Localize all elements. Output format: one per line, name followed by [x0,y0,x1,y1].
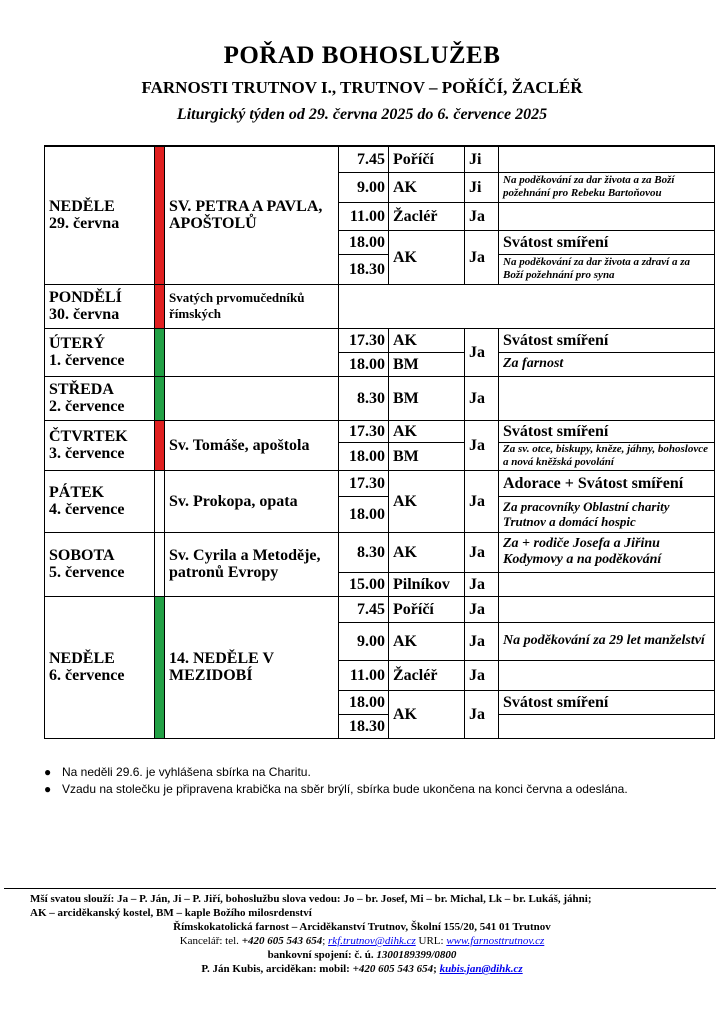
day-cell: NEDĚLE 29. června [45,146,155,284]
schedule-table [44,145,715,739]
place-cell: AK [389,230,465,284]
note-cell [499,660,715,690]
priest-cell: Ja [465,202,499,230]
time-cell: 9.00 [339,622,389,660]
bullet-icon: ● [44,782,52,796]
website-link[interactable]: www.farnosttrutnov.cz [446,935,545,947]
time-cell: 15.00 [339,572,389,596]
time-cell: 17.30 [339,328,389,352]
footer [0,892,724,976]
place-cell: AK [389,328,465,352]
place-cell: BM [389,352,465,376]
note-cell [499,202,715,230]
table-row [45,328,715,352]
table-row [45,420,715,442]
place-cell: Poříčí [389,146,465,172]
note-cell: Svátost smíření [499,328,715,352]
day-cell: STŘEDA 2. července [45,376,155,420]
time-cell: 11.00 [339,660,389,690]
priest-cell: Ji [465,172,499,202]
note-cell: Na poděkování za 29 let manželství [499,622,715,660]
day-cell: PONDĚLÍ 30. června [45,284,155,328]
place-cell: AK [389,172,465,202]
priest-cell: Ja [465,596,499,622]
week-range: Liturgický týden od 29. června 2025 do 6. července 2025 [176,106,548,123]
time-cell: 18.00 [339,352,389,376]
liturgical-color-bar [155,470,165,532]
time-cell: 17.30 [339,470,389,496]
priest-cell: Ji [465,146,499,172]
priest-email-link[interactable]: kubis.jan@dihk.cz [439,963,523,975]
place-cell: AK [389,622,465,660]
bullet-icon: ● [44,765,52,779]
time-cell: 18.00 [339,690,389,714]
note-cell: Svátost smíření [499,420,715,442]
liturgical-color-bar [155,420,165,470]
note-cell: Za sv. otce, biskupy, kněze, jáhny, bohoslovce a nová kněžská povolání [499,442,715,470]
place-cell: AK [389,532,465,572]
note-cell: Za + rodiče Josefa a Jiřinu Kodymovy a na poděkování [499,532,715,572]
priest-cell: Ja [465,690,499,738]
footer-legend-2: AK – arciděkanský kostel, BM – kaple Božího milosrdenství [30,907,312,919]
footer-bank: bankovní spojení: č. ú. 1300189399/0800 [267,949,457,961]
table-row [45,146,715,172]
feast-cell: Svatých prvomučedníků římských [165,284,339,328]
place-cell: Poříčí [389,596,465,622]
liturgical-color-bar [155,146,165,284]
note-cell: Svátost smíření [499,230,715,254]
announcements [44,764,684,798]
time-cell: 8.30 [339,532,389,572]
priest-cell: Ja [465,230,499,284]
note-cell [499,714,715,738]
footer-address: Římskokatolická farnost – Arciděkanství Trutnov, Školní 155/20, 541 01 Trutnov [173,921,551,933]
day-cell: ČTVRTEK 3. července [45,420,155,470]
time-cell: 18.00 [339,230,389,254]
place-cell: Pilníkov [389,572,465,596]
table-row [45,532,715,572]
liturgical-color-bar [155,328,165,376]
footer-divider [4,888,716,889]
note-cell: Adorace + Svátost smíření [499,470,715,496]
time-cell: 11.00 [339,202,389,230]
priest-cell: Ja [465,572,499,596]
feast-cell [165,328,339,376]
footer-priest: P. Ján Kubis, arciděkan: mobil: +420 605 543 654; kubis.jan@dihk.cz [201,963,523,975]
time-cell: 18.00 [339,496,389,532]
day-cell: SOBOTA 5. července [45,532,155,596]
time-cell: 9.00 [339,172,389,202]
place-cell: AK [389,470,465,532]
day-cell: ÚTERÝ 1. července [45,328,155,376]
list-item: ● Na neděli 29.6. je vyhlášena sbírka na Charitu. [44,765,311,779]
day-cell: PÁTEK 4. července [45,470,155,532]
time-cell: 7.45 [339,596,389,622]
time-cell: 18.00 [339,442,389,470]
place-cell: BM [389,376,465,420]
liturgical-color-bar [155,596,165,738]
office-email-link[interactable]: rkf.trutnov@dihk.cz [328,935,416,947]
empty-cell [339,284,715,328]
note-cell: Svátost smíření [499,690,715,714]
time-cell: 18.30 [339,254,389,284]
feast-cell: 14. NEDĚLE V MEZIDOBÍ [165,596,339,738]
note-cell: Na poděkování za dar života a za Boží požehnání pro Rebeku Bartoňovou [499,172,715,202]
note-cell [499,572,715,596]
liturgical-color-bar [155,532,165,596]
time-cell: 18.30 [339,714,389,738]
liturgical-color-bar [155,284,165,328]
note-cell [499,376,715,420]
liturgical-color-bar [155,376,165,420]
place-cell: AK [389,690,465,738]
priest-cell: Ja [465,376,499,420]
feast-cell: SV. PETRA A PAVLA, APOŠTOLŮ [165,146,339,284]
day-cell: NEDĚLE 6. července [45,596,155,738]
place-cell: BM [389,442,465,470]
place-cell: AK [389,420,465,442]
time-cell: 17.30 [339,420,389,442]
time-cell: 7.45 [339,146,389,172]
priest-cell: Ja [465,420,499,470]
priest-cell: Ja [465,328,499,376]
feast-cell: Sv. Prokopa, opata [165,470,339,532]
list-item: ● Vzadu na stolečku je připravena krabička na sběr brýlí, sbírka bude ukončena na konci června a odeslána. [44,782,628,796]
priest-cell: Ja [465,470,499,532]
place-cell: Žacléř [389,660,465,690]
feast-cell [165,376,339,420]
feast-cell: Sv. Tomáše, apoštola [165,420,339,470]
priest-cell: Ja [465,532,499,572]
note-cell [499,596,715,622]
parish-subtitle: FARNOSTI TRUTNOV I., TRUTNOV – POŘÍČÍ, ŽACLÉŘ [141,78,583,97]
footer-contact: Kancelář: tel. +420 605 543 654; rkf.trutnov@dihk.cz URL: www.farnosttrutnov.cz [179,935,545,947]
table-row [45,376,715,420]
note-cell: Za farnost [499,352,715,376]
note-cell: Na poděkování za dar života a zdraví a za Boží požehnání pro syna [499,254,715,284]
note-cell [499,146,715,172]
table-row [45,284,715,328]
feast-cell: Sv. Cyrila a Metoděje, patronů Evropy [165,532,339,596]
time-cell: 8.30 [339,376,389,420]
place-cell: Žacléř [389,202,465,230]
page-title: POŘAD BOHOSLUŽEB [223,42,501,69]
note-cell: Za pracovníky Oblastní charity Trutnov a domácí hospic [499,496,715,532]
footer-legend-1: Mší svatou slouží: Ja – P. Ján, Ji – P. Jiří, bohoslužbu slova vedou: Jo – br. Josef, Mi – br. Michal, Lk – br. Lukáš, jáhni; [30,893,592,905]
priest-cell: Ja [465,622,499,660]
priest-cell: Ja [465,660,499,690]
table-row [45,470,715,496]
table-row [45,596,715,622]
